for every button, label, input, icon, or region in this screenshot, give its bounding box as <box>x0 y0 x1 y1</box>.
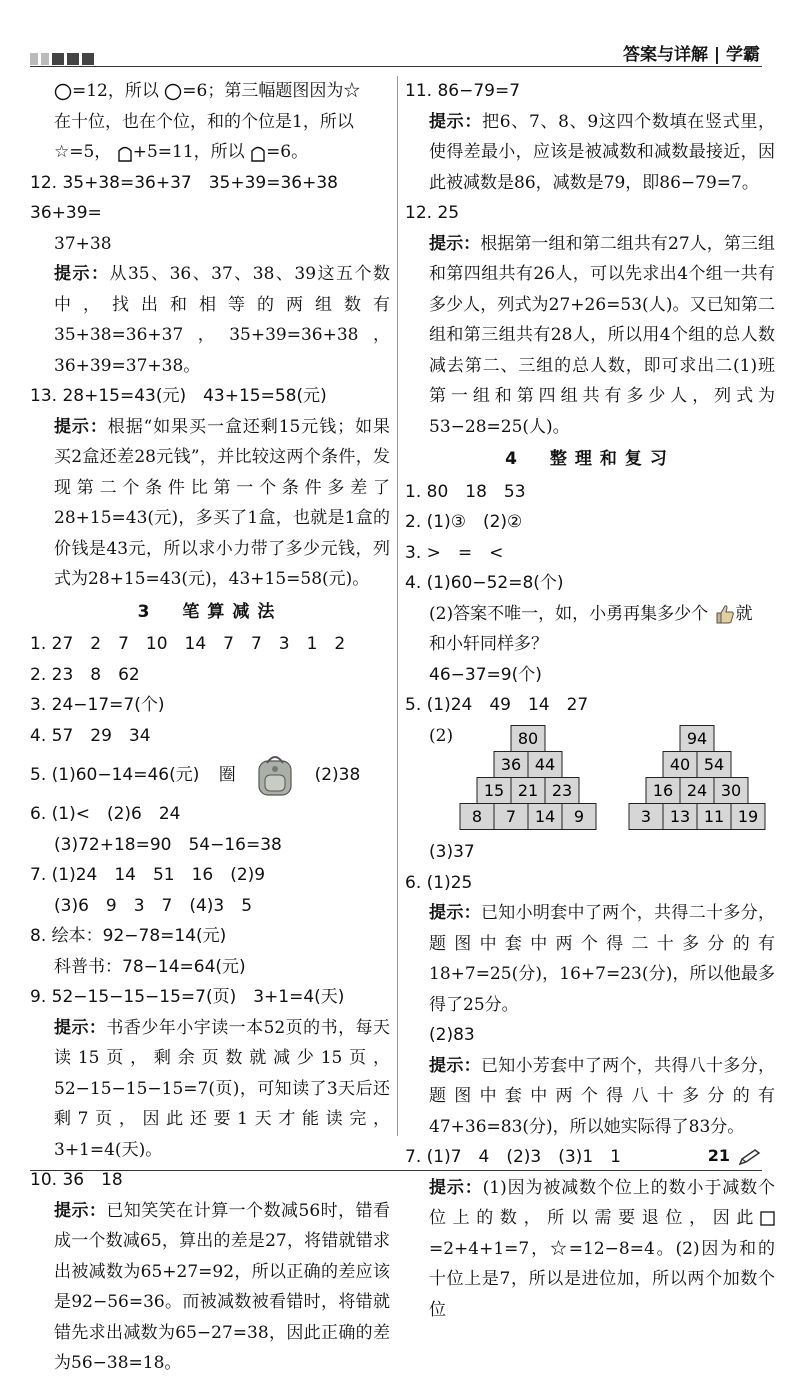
pyramid-value: 80 <box>517 729 539 748</box>
s4-answer-7: 7. (1)7 4 (2)3 (3)1 1 <box>405 1147 621 1167</box>
pyramid-value: 19 <box>737 807 759 826</box>
thumbs-up-icon <box>714 603 736 625</box>
footer-rule <box>30 1170 762 1171</box>
page-number: 21 <box>707 1146 730 1165</box>
star-icon: ☆ <box>343 81 361 101</box>
left-column <box>30 76 390 1379</box>
tip-12-right: 提示：根据第一组和第二组共有27人，第三组和第四组共有26人，可以先求出4个组一共有多少人，列式为27+26=53(人)。又已知第二组和第三组共有28人，所以用4个组的总人数减去第二、三组的总人数，即可求出二(1)班第一组和第四组共有多少人，列式为53−28=25(人)。 <box>429 233 775 437</box>
house-shape-icon <box>117 144 133 162</box>
circle-icon <box>54 83 72 101</box>
cont-line-2: 在十位，也在个位，和的个位是1，所以 <box>54 111 354 132</box>
tip-12: 提示：从35、36、37、38、39这五个数中，找出和相等的两组数有35+38=36+37，35+39=36+38，36+39=37+38。 <box>54 264 390 376</box>
pyramid-value: 9 <box>573 807 585 826</box>
header-rule <box>30 66 762 67</box>
tip-9: 提示：书香少年小宇读一本52页的书，每天读15页，剩余页数就减少15页，52−15−15−15=7(页)，可知读了3天后还剩7页，因此还要1天才能读完，3+1=4(天)。 <box>54 1017 391 1160</box>
backpack-icon <box>251 751 299 799</box>
pyramid-value: 11 <box>703 807 725 826</box>
section-3-title: 3 笔算减法 <box>137 601 283 622</box>
s4-answer-6-2: (2)83 <box>429 1025 475 1045</box>
s3-answer-9: 9. 52−15−15−15=7(页) 3+1=4(天) <box>30 987 345 1007</box>
tip-13: 提示：根据“如果买一盒还剩15元钱；如果买2盒还差28元钱”，并比较这两个条件，发现第二个条件比第一个条件多差了28+15=43(元)，多买了1盒，也就是1盒的价钱是43元，所以求小力带了多少元钱，列式为28+15=43(元)，43+15=58(元)。 <box>54 416 390 589</box>
s3-answer-4: 4. 57 29 34 <box>30 725 151 746</box>
pyramid-1 <box>455 725 600 835</box>
answer-12: 12. 35+38=36+37 35+39=36+38 36+39= <box>30 172 355 223</box>
house-shape-icon <box>250 144 266 162</box>
circle-icon <box>164 83 182 101</box>
pyramid-value: 16 <box>652 781 674 800</box>
pyramid-value: 23 <box>551 781 573 800</box>
cont-line-3: ☆=5， +5=11，所以 =6。 <box>54 142 309 162</box>
right-column <box>405 76 775 1325</box>
s3-answer-7: 7. (1)24 14 51 16 (2)9 <box>30 865 266 885</box>
s3-answer-8: 8. 绘本：92−78=14(元) <box>30 926 227 946</box>
pyramid-value: 30 <box>720 781 742 800</box>
pyramid-value: 24 <box>686 781 708 800</box>
s3-answer-5: 5. (1)60−14=46(元) 圈 (2)38 <box>30 751 390 799</box>
tip-11: 提示：把6、7、8、9这四个数填在竖式里，使得差最小，应该是被减数和减数最接近，因此被减数是86，减数是79，即86−79=7。 <box>429 111 775 193</box>
pyramid-value: 15 <box>483 781 505 800</box>
s3-answer-7-cont: (3)6 9 3 7 (4)3 5 <box>54 895 253 916</box>
header-title: 答案与详解 | 学霸 <box>622 45 760 65</box>
pyramid-value: 3 <box>640 807 652 826</box>
s4-answer-4-4: 46−37=9(个) <box>429 664 542 685</box>
pyramid-value: 7 <box>505 807 517 826</box>
pyramid-value: 36 <box>500 755 522 774</box>
header-decoration <box>30 50 97 62</box>
pyramid-value: 8 <box>471 807 483 826</box>
s4-answer-1: 1. 80 18 53 <box>405 481 526 502</box>
s4-answer-5-3: (3)37 <box>429 842 475 862</box>
pyramid-value: 40 <box>669 755 691 774</box>
s3-answer-8-cont: 科普书：78−14=64(元) <box>54 956 246 977</box>
pyramid-value: 21 <box>517 781 539 800</box>
tip-6-1: 提示：已知小明套中了两个，共得二十多分，题图中套中两个得二十多分的有18+7=25(分)，16+7=23(分)，所以他最多得了25分。 <box>429 903 776 1015</box>
s3-answer-10: 10. 36 18 <box>30 1170 123 1190</box>
s4-answer-5-2-label: (2) <box>429 725 454 746</box>
tip-7: 提示：(1)因为被减数个位上的数小于减数个位上的数，所以需要退位，因此=2+4+1=7，☆=12−8=4。(2)因为和的十位上是7，所以是进位加，所以两个加数个位 <box>429 1177 775 1320</box>
s4-answer-4-3: 和小轩同样多？ <box>429 634 548 654</box>
section-4-title: 4 整理和复习 <box>505 449 675 469</box>
s3-answer-6: 6. (1)< (2)6 24 <box>30 804 181 824</box>
pyramid-value: 14 <box>534 807 556 826</box>
s4-answer-4-2: (2)答案不唯一，如，小勇再集多少个 就 <box>429 603 753 624</box>
answer-11: 11. 86−79=7 <box>405 81 521 101</box>
pyramid-value: 44 <box>534 755 556 774</box>
s3-answer-2: 2. 23 8 62 <box>30 664 140 685</box>
s4-answer-4: 4. (1)60−52=8(个) <box>405 573 564 593</box>
pyramid-value: 94 <box>686 729 708 748</box>
tip-10: 提示：已知笑笑在计算一个数减56时，错看成一个数减65，算出的差是27，将错就错求出被减数为65+27=92，所以正确的差应该是92−56=36。而被减数被看错时，将错就错先求出减数为65−27=38，因此正确的差为56−38=18。 <box>54 1200 391 1373</box>
s4-answer-5: 5. (1)24 49 14 27 <box>405 695 589 715</box>
square-box-icon <box>760 1211 775 1226</box>
pencil-icon <box>738 1148 762 1166</box>
pyramid-value: 13 <box>669 807 691 826</box>
answer-12-right: 12. 25 <box>405 203 460 223</box>
star-icon: ☆ <box>54 142 70 162</box>
s3-answer-6-cont: (3)72+18=90 54−16=38 <box>54 834 282 855</box>
pyramid-value: 54 <box>703 755 725 774</box>
s3-answer-3: 3. 24−17=7(个) <box>30 695 165 715</box>
tip-6-2: 提示：已知小芳套中了两个，共得八十多分，题图中套中两个得八十多分的有47+36=83(分)，所以她实际得了83分。 <box>429 1055 776 1137</box>
s3-answer-1: 1. 27 2 7 10 14 7 7 3 1 2 <box>30 634 346 654</box>
column-divider <box>397 76 398 1136</box>
pyramid-2 <box>624 725 769 835</box>
s4-answer-2: 2. (1)③ (2)② <box>405 512 523 532</box>
answer-12-cont: 37+38 <box>54 233 112 254</box>
s4-answer-6: 6. (1)25 <box>405 872 473 893</box>
s4-answer-3: 3. > = < <box>405 542 504 563</box>
number-pyramids <box>455 725 775 835</box>
cont-line-1: =12，所以 =6；第三幅题图因为☆ <box>30 76 390 107</box>
answer-13: 13. 28+15=43(元) 43+15=58(元) <box>30 386 327 406</box>
